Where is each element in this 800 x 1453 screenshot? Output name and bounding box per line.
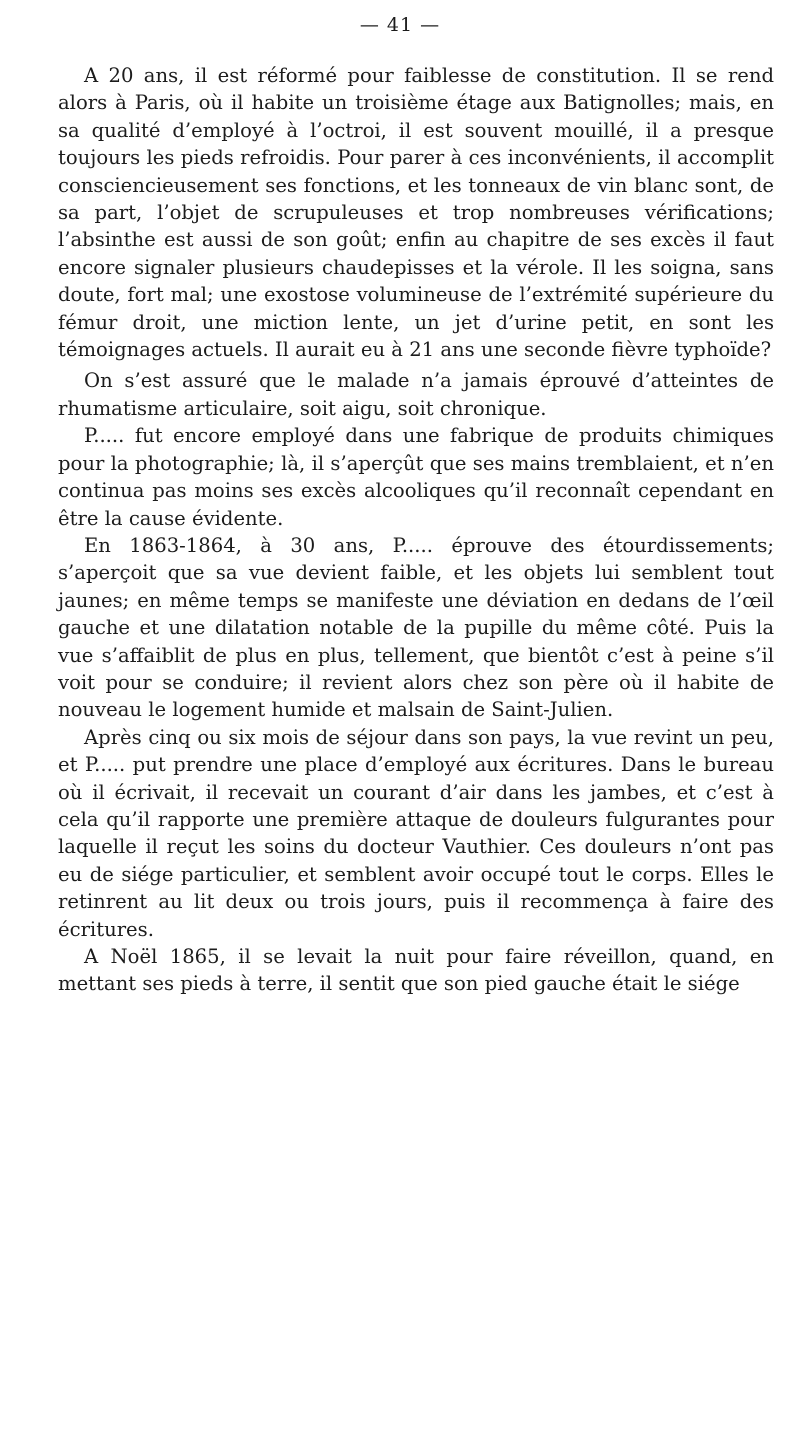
page-number-header: — 41 — — [359, 14, 441, 36]
body-text — [58, 62, 774, 998]
paragraph: On s’est assuré que le malade n’a jamais éprouvé d’atteintes de rhumatisme articulaire, soit aigu, soit chronique. — [58, 369, 774, 420]
paragraph: P..... fut encore employé dans une fabrique de produits chimiques pour la photographie; là, il s’aperçût que ses mains tremblaient, et n’en continua pas moins ses excès alcooliques qu’il reconnaît cependant en être la cause évidente. — [58, 424, 774, 530]
paragraph: A Noël 1865, il se levait la nuit pour faire réveillon, quand, en mettant ses pieds à terre, il sentit que son pied gauche était le siége — [58, 945, 774, 996]
paragraph: A 20 ans, il est réformé pour faiblesse de constitution. Il se rend alors à Paris, où il habite un troisième étage aux Batignolles; mais, en sa qualité d’employé à l’octroi, il est souvent mouillé, il a presque toujours les pieds refroidis. Pour parer à ces inconvénients, il accomplit consciencieusement ses fonctions, et les tonneaux de vin blanc sont, de sa part, l’objet de scrupuleuses et trop nombreuses vérifications; l’absinthe est aussi de son goût; enfin au chapitre de ses excès il faut encore signaler plusieurs chaudepisses et la vérole. Il les soigna, sans doute, fort mal; une exostose volumineuse de l’extrémité supérieure du fémur droit, une miction lente, un jet d’urine petit, en sont les témoignages actuels. Il aurait eu à 21 ans une seconde fièvre typhoïde? — [58, 64, 774, 362]
paragraph: Après cinq ou six mois de séjour dans son pays, la vue revint un peu, et P..... put prendre une place d’employé aux écritures. Dans le bureau où il écrivait, il recevait un courant d’air dans les jambes, et c’est à cela qu’il rapporte une première attaque de douleurs fulgurantes pour laquelle il reçut les soins du docteur Vauthier. Ces douleurs n’ont pas eu de siége particulier, et semblent avoir occupé tout le corps. Elles le retinrent au lit deux ou trois jours, puis il recommença à faire des écritures. — [58, 725, 774, 941]
paragraph: En 1863-1864, à 30 ans, P..... éprouve des étourdissements; s’aperçoit que sa vue devient faible, et les objets lui semblent tout jaunes; en même temps se manifeste une déviation en dedans de l’œil gauche et une dilatation notable de la pupille du même côté. Puis la vue s’affaiblit de plus en plus, tellement, que bientôt c’est à peine s’il voit pour se conduire; il revient alors chez son père où il habite de nouveau le logement humide et malsain de Saint-Julien. — [58, 533, 774, 722]
